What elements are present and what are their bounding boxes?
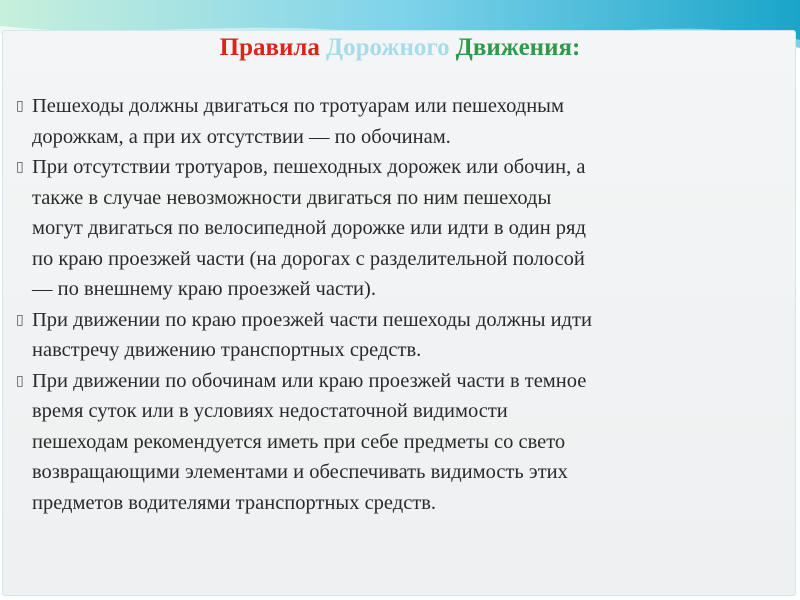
list-item <box>16 152 776 305</box>
text-line: дорожкам, а при их отсутствии — по обочинам. <box>32 125 451 148</box>
text-line: При движении по обочинам или краю проезжей части в темное <box>32 369 587 392</box>
title-word-2: Дорожного <box>325 34 450 61</box>
list-item <box>16 305 776 366</box>
text-line: При отсутствии тротуаров, пешеходных дорожек или обочин, а <box>32 156 586 178</box>
text-line: предметов водителями транспортных средств. <box>32 491 437 514</box>
text-line: время суток или в условиях недостаточной видимости <box>32 400 508 422</box>
bullet-marker-icon: ▯ <box>16 159 24 175</box>
slide-title <box>0 33 800 63</box>
title-word-3: Движения: <box>455 34 581 61</box>
bullet-marker-icon: ▯ <box>16 98 24 114</box>
text-line: также в случае невозможности двигаться по ним пешеходы <box>32 186 552 209</box>
bullet-marker-icon: ▯ <box>16 311 24 328</box>
text-line: навстречу движению транспортных средств. <box>32 339 422 361</box>
list-item <box>16 91 776 152</box>
rules-list <box>16 91 776 518</box>
text-line: пешеходам рекомендуется иметь при себе предметы со свето <box>32 430 566 453</box>
bullet-marker-icon: ▯ <box>16 372 24 389</box>
text-line: по краю проезжей части (на дорогах с разделительной полосой <box>32 247 585 270</box>
text-line: Пешеходы должны двигаться по тротуарам или пешеходным <box>32 95 564 117</box>
text-line: — по внешнему краю проезжей части). <box>32 278 376 300</box>
text-line: При движении по краю проезжей части пешеходы должны идти <box>32 308 592 331</box>
list-item <box>16 366 776 519</box>
text-line: возвращающими элементами и обеспечивать видимость этих <box>32 461 568 483</box>
title-word-1: Правила <box>219 34 320 61</box>
text-line: могут двигаться по велосипедной дорожке или идти в один ряд <box>32 217 586 239</box>
